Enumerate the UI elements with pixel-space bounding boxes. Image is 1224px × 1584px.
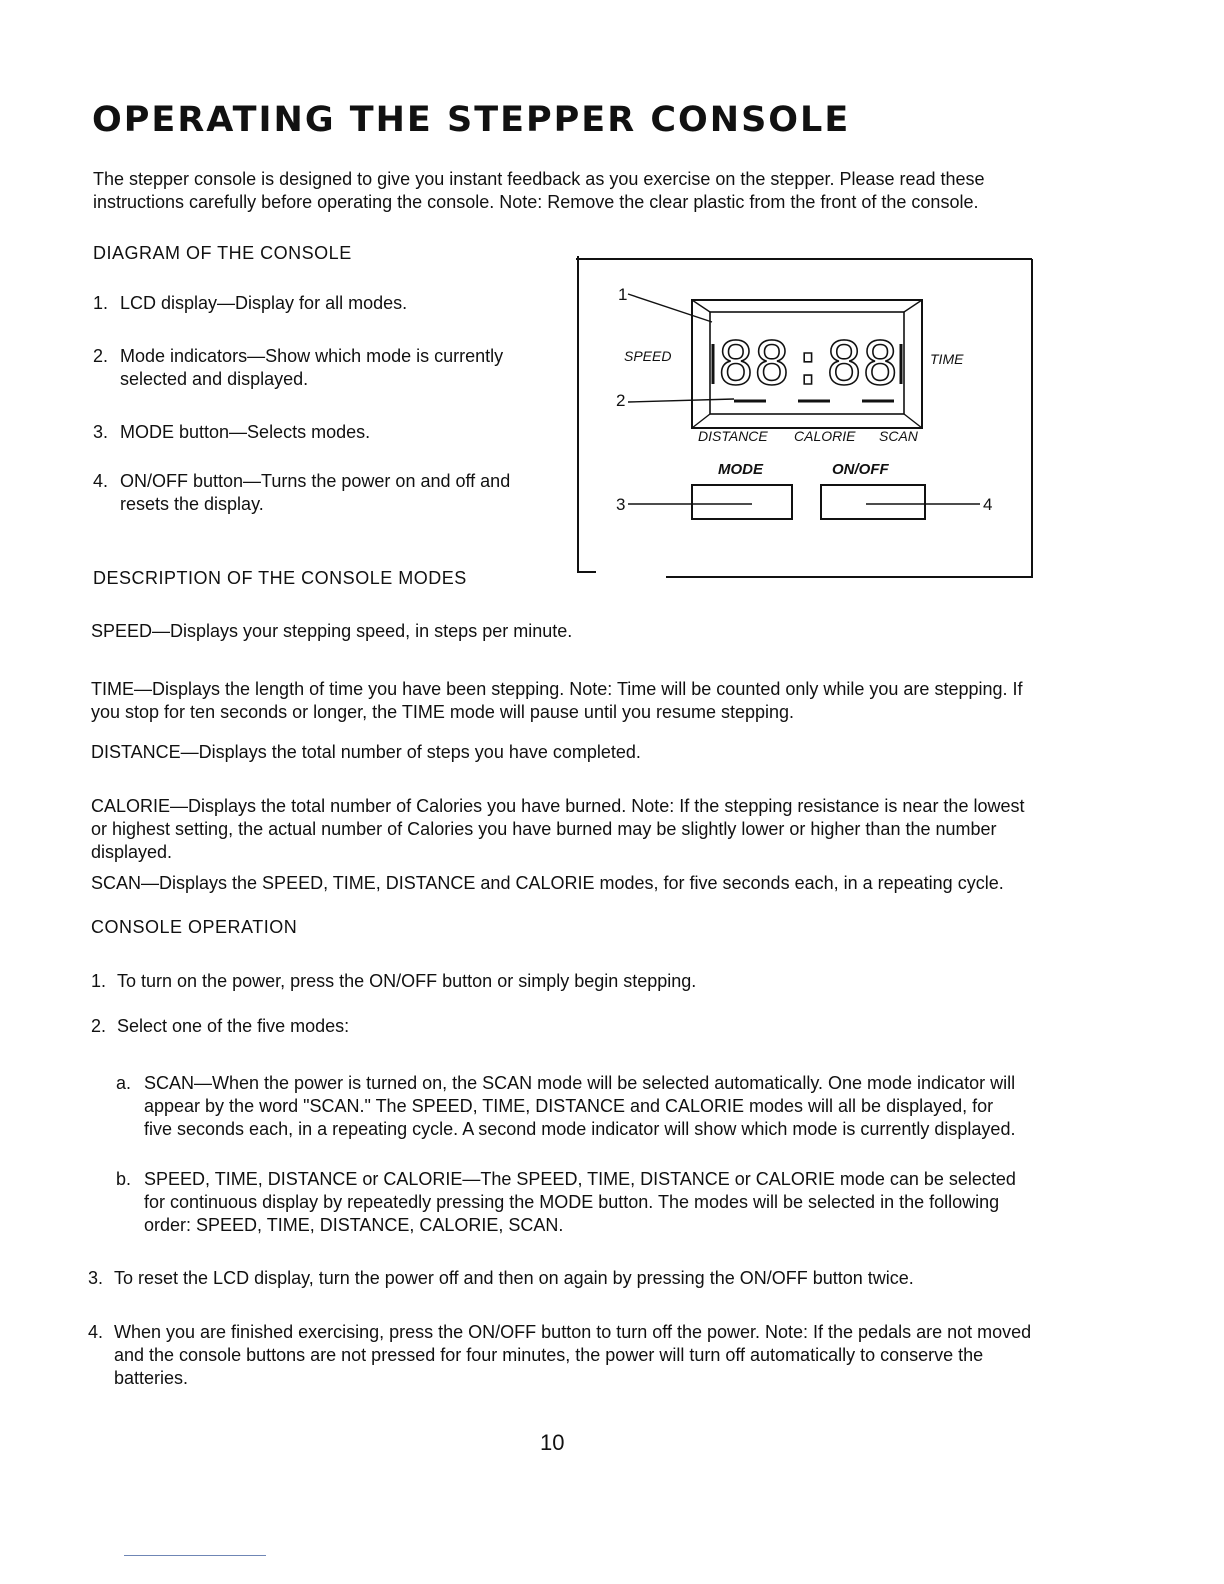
modes-heading: DESCRIPTION OF THE CONSOLE MODES bbox=[93, 568, 467, 588]
page-number: 10 bbox=[540, 1430, 565, 1455]
mode-button-label: MODE bbox=[718, 461, 763, 478]
callout-4: 4 bbox=[983, 495, 993, 514]
substep-text: SCAN—When the power is turned on, the SCAN mode will be selected automatically. One mode indicator will appear by the word "SCAN." The SPEED, TIME, DISTANCE and CALORIE modes will all be displayed, for five seconds each, in a repeating cycle. A second mode indicator will show which mode is currently displayed. bbox=[144, 1073, 1016, 1139]
substep-label: a. bbox=[116, 1073, 132, 1093]
page-title: OPERATING THE STEPPER CONSOLE bbox=[92, 100, 851, 140]
item-text: MODE button—Selects modes. bbox=[120, 422, 371, 442]
step-text: To turn on the power, press the ON/OFF button or simply begin stepping. bbox=[117, 971, 697, 991]
step-number: 1. bbox=[91, 971, 107, 991]
item-number: 3. bbox=[93, 422, 109, 442]
step-number: 3. bbox=[88, 1268, 104, 1288]
calorie-label: CALORIE bbox=[794, 428, 856, 444]
mode-time-desc: TIME—Displays the length of time you have been stepping. Note: Time will be counted only while you are stepping. If you stop for ten seconds or longer, the TIME mode will pause until you resume stepping. bbox=[91, 679, 1023, 722]
mode-calorie-desc: CALORIE—Displays the total number of Calories you have burned. Note: If the stepping resistance is near the lowest or highest setting, the actual number of Calories you have burned may be slightly lower or higher than the number displayed. bbox=[91, 796, 1025, 862]
callout-2: 2 bbox=[616, 391, 626, 410]
intro-paragraph: The stepper console is designed to give you instant feedback as you exercise on the stepper. Please read these instructions carefully before operating the console. Note: Remove the clear plastic from the front of the console. bbox=[93, 169, 985, 212]
footer-rule bbox=[124, 1555, 266, 1556]
item-text: Mode indicators—Show which mode is currently selected and displayed. bbox=[120, 346, 504, 389]
step-text: Select one of the five modes: bbox=[117, 1016, 350, 1036]
step-text: When you are finished exercising, press the ON/OFF button to turn off the power. Note: If the pedals are not moved and the console buttons are not pressed for four minutes, the power will turn off automatically to conserve the batteries. bbox=[114, 1322, 1032, 1388]
lcd-readout: 88:88 bbox=[717, 329, 899, 399]
item-number: 2. bbox=[93, 346, 109, 366]
mode-distance-desc: DISTANCE—Displays the total number of steps you have completed. bbox=[91, 742, 641, 762]
item-number: 4. bbox=[93, 471, 109, 491]
onoff-button[interactable] bbox=[821, 485, 925, 519]
speed-label: SPEED bbox=[624, 348, 672, 364]
item-number: 1. bbox=[93, 293, 109, 313]
time-label: TIME bbox=[930, 351, 964, 367]
step-text: To reset the LCD display, turn the power off and then on again by pressing the ON/OFF button twice. bbox=[114, 1268, 914, 1288]
substep-text: SPEED, TIME, DISTANCE or CALORIE—The SPEED, TIME, DISTANCE or CALORIE mode can be selected for continuous display by repeatedly pressing the MODE button. The modes will be selected in the following order: SPEED, TIME, DISTANCE, CALORIE, SCAN. bbox=[144, 1169, 1016, 1235]
distance-label: DISTANCE bbox=[698, 428, 768, 444]
onoff-button-label: ON/OFF bbox=[832, 461, 889, 478]
callout-3: 3 bbox=[616, 495, 626, 514]
diagram-heading: DIAGRAM OF THE CONSOLE bbox=[93, 243, 352, 263]
step-number: 4. bbox=[88, 1322, 104, 1342]
substep-label: b. bbox=[116, 1169, 132, 1189]
mode-button[interactable] bbox=[692, 485, 792, 519]
operation-heading: CONSOLE OPERATION bbox=[91, 917, 298, 937]
callout-1: 1 bbox=[618, 285, 628, 304]
item-text: LCD display—Display for all modes. bbox=[120, 293, 408, 313]
step-number: 2. bbox=[91, 1016, 107, 1036]
scan-label: SCAN bbox=[879, 428, 918, 444]
mode-scan-desc: SCAN—Displays the SPEED, TIME, DISTANCE and CALORIE modes, for five seconds each, in a repeating cycle. bbox=[91, 873, 1004, 893]
mode-speed-desc: SPEED—Displays your stepping speed, in steps per minute. bbox=[91, 621, 573, 641]
console-diagram bbox=[576, 256, 1034, 578]
item-text: ON/OFF button—Turns the power on and off and resets the display. bbox=[120, 471, 511, 514]
